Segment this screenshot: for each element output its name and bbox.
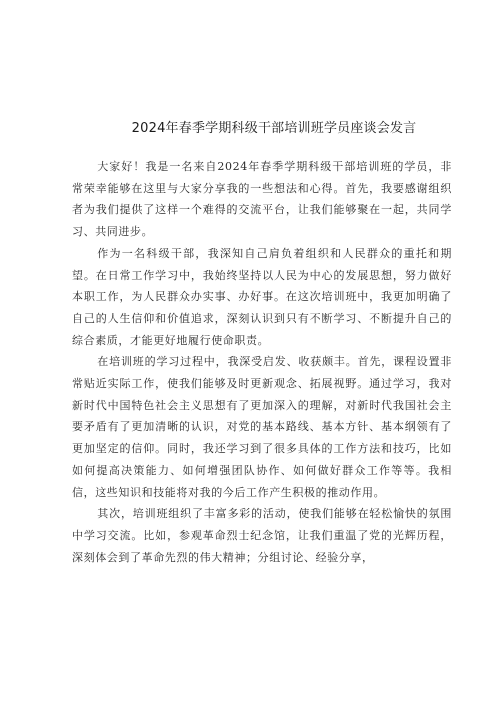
- paragraph-activities: 其次，培训班组织了丰富多彩的活动，使我们能够在轻松愉快的氛围中学习交流。比如，参观革命烈士纪念馆，让我们重温了党的光辉历程，深刻体会到了革命先烈的伟大精神；分组讨论、经验分享，: [72, 507, 452, 564]
- paragraph-responsibility: 作为一名科级干部，我深知自己肩负着组织和人民群众的重托和期望。在日常工作学习中，我始终坚持以人民为中心的发展思想，努力做好本职工作，为人民群众办实事、办好事。在这次培训班中，我更加明确了自己的人生信仰和价值追求，深刻认识到只有不断学习、不断提升自己的综合素质，才能更好地履行使命职责。: [72, 246, 452, 347]
- document-title: 2024年春季学期科级干部培训班学员座谈会发言: [131, 121, 417, 136]
- paragraph-greeting: 大家好！我是一名来自2024年春季学期科级干部培训班的学员，非常荣幸能够在这里与大家分享我的一些想法和心得。首先，我要感谢组织者为我们提供了这样一个难得的交流平台，让我们能够聚在一起，共同学习、共同进步。: [72, 160, 452, 239]
- document-body: [72, 156, 452, 568]
- paragraph-learning-gains: 在培训班的学习过程中，我深受启发、收获颇丰。首先，课程设置非常贴近实际工作，使我们能够及时更新观念、拓展视野。通过学习，我对新时代中国特色社会主义思想有了更加深入的理解，对新时代我国社会主要矛盾有了更加清晰的认识，对党的基本路线、基本方针、基本纲领有了更加坚定的信仰。同时，我还学习到了很多具体的工作方法和技巧，比如如何提高决策能力、如何增强团队协作、如何做好群众工作等等。我相信，这些知识和技能将对我的今后工作产生积极的推动作用。: [72, 355, 452, 499]
